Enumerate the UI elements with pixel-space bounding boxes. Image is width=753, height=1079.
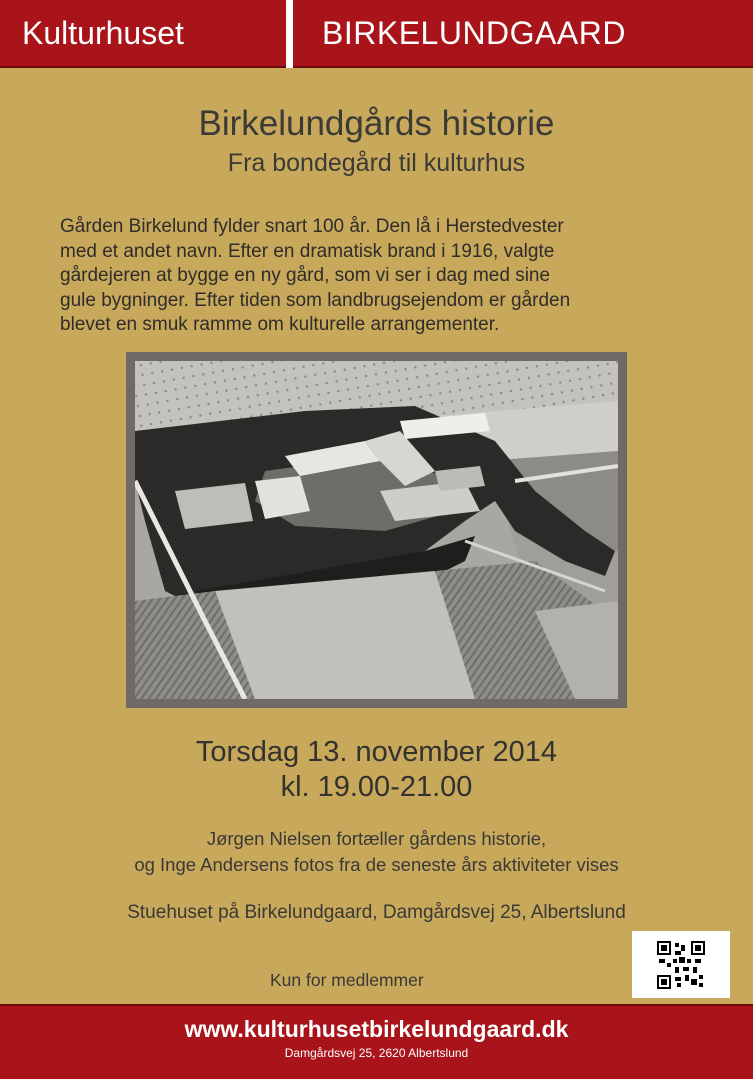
photo-frame bbox=[126, 352, 627, 708]
intro-line: blevet en smuk ramme om kulturelle arrangementer. bbox=[60, 314, 500, 335]
qr-code[interactable] bbox=[632, 931, 730, 998]
footer-address: Damgårdsvej 25, 2620 Albertslund bbox=[284, 1046, 469, 1060]
program-line: og Inge Andersens fotos fra de seneste års aktiviteter vises bbox=[134, 854, 619, 875]
program-line: Jørgen Nielsen fortæller gårdens historie, bbox=[206, 828, 547, 849]
event-time: kl. 19.00-21.00 bbox=[280, 771, 473, 803]
event-date: Torsdag 13. november 2014 bbox=[195, 736, 558, 768]
footer-banner bbox=[0, 1004, 753, 1079]
intro-paragraph bbox=[60, 215, 710, 338]
intro-line: med et andet navn. Efter en dramatisk brand i 1916, valgte bbox=[60, 240, 555, 262]
aerial-farm-photo bbox=[135, 361, 618, 699]
intro-line: gårdejeren at bygge en ny gård, som vi ser i dag med sine bbox=[60, 265, 551, 286]
header-banner bbox=[0, 0, 753, 68]
header-divider bbox=[286, 0, 293, 68]
intro-line: gule bygninger. Efter tiden som landbrugsejendom er gården bbox=[60, 289, 571, 311]
page-title: Birkelundgårds historie bbox=[198, 104, 555, 143]
page-subtitle: Fra bondegård til kulturhus bbox=[227, 149, 526, 177]
audience-note: Kun for medlemmer bbox=[270, 970, 424, 990]
venue-address: Stuehuset på Birkelundgaard, Damgårdsvej 25, Albertslund bbox=[127, 902, 626, 923]
header-left-label: Kulturhuset bbox=[22, 15, 184, 51]
intro-line: Gården Birkelund fylder snart 100 år. Den lå i Herstedvester bbox=[60, 216, 564, 237]
qr-code-icon bbox=[657, 941, 705, 989]
header-right-label: BIRKELUNDGAARD bbox=[322, 15, 626, 51]
website-link[interactable]: www.kulturhusetbirkelundgaard.dk bbox=[184, 1016, 569, 1042]
